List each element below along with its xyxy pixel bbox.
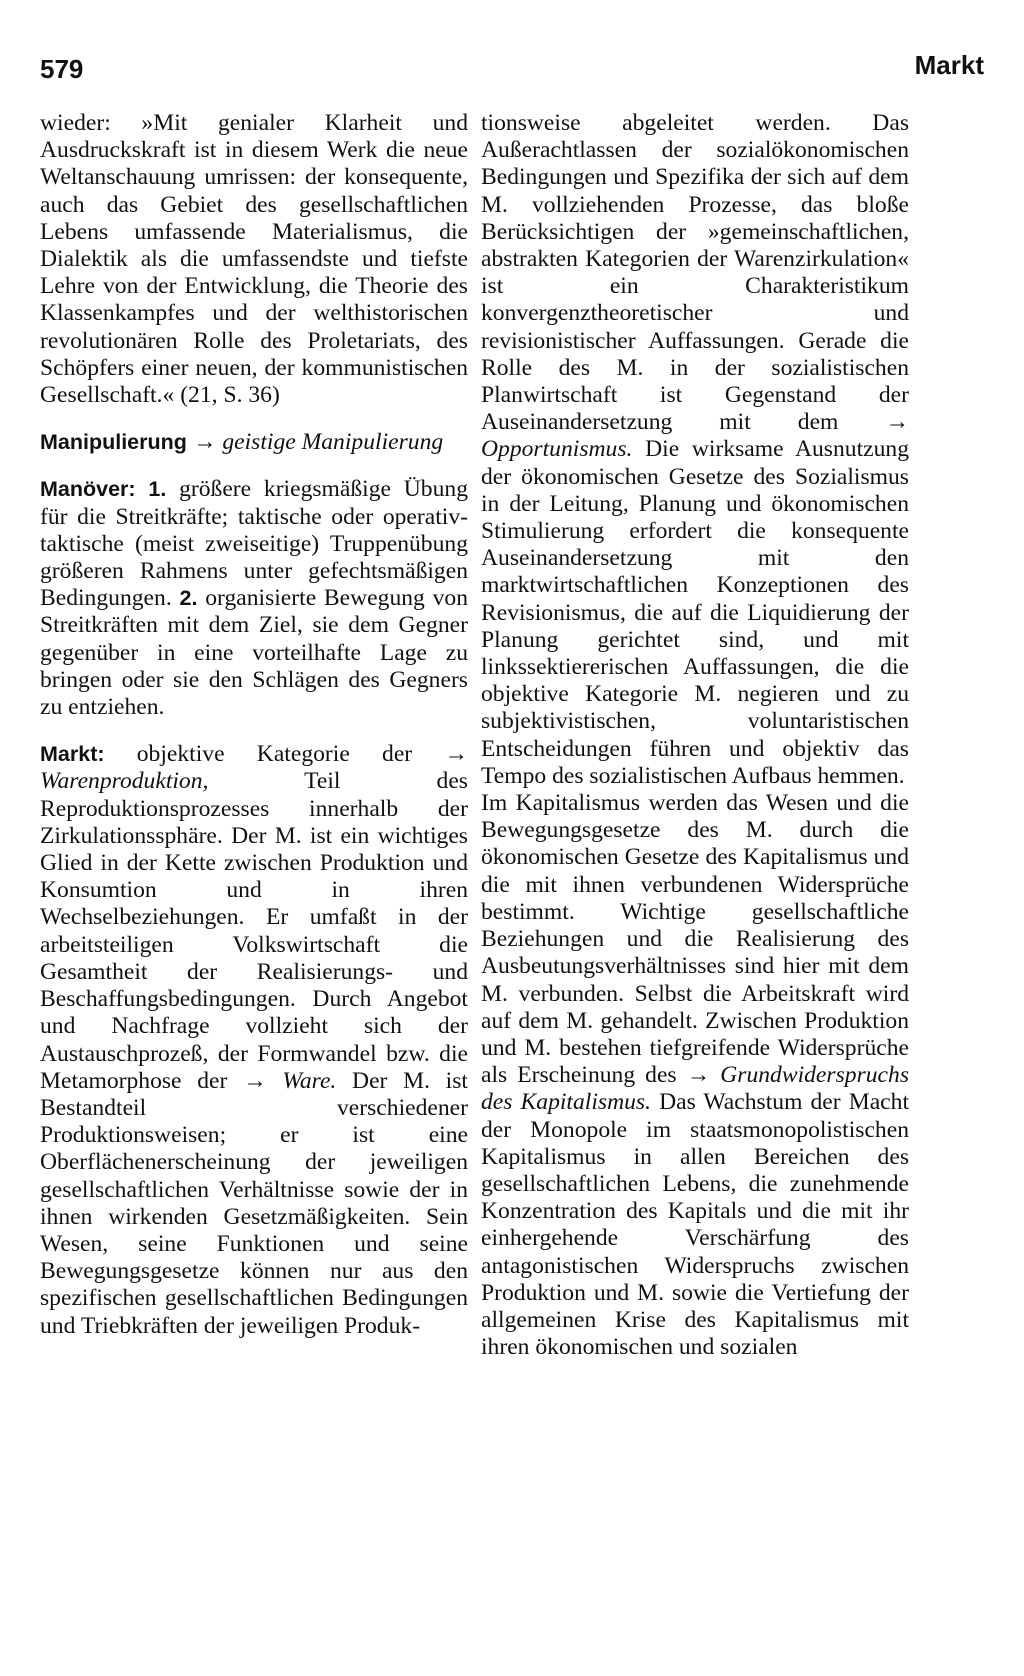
entry-text: Teil des Reproduktionsprozesses innerhalb der Zirkulationssphäre. Der M. ist ein wichtiges Glied in der Kette zwischen Produktion und Konsumtion und in ihren Wechselbeziehungen. Er umfaßt in der arbeitsteiligen Volkswirtschaft die Gesamtheit der Realisierungs- und Beschaffungsbedingungen. Durch Angebot und Nachfrage vollzieht sich der Austauschprozeß, der Formwandel bzw. die Metamorphose der bbox=[40, 768, 468, 1094]
left-column bbox=[40, 110, 468, 1340]
entry-term: Markt: bbox=[40, 742, 105, 767]
entry-markt bbox=[40, 741, 468, 1339]
entry-text: Die wirksame Ausnutzung der ökonomischen Gesetze des Sozialismus in der Leitung, Planung und ökonomischen Stimulierung erfordert die konsequente Auseinandersetzung mit den marktwirtschaftlichen Konzeptionen des Revisionismus, die auf die Liquidierung der Planung gerichtet sind, und mit linkssektiererischen Auffassungen, die die objektive Kategorie M. negieren und zu subjektivistischen, voluntaristischen Entscheidungen führen und objektiv das Tempo des sozialistischen Aufbaus hemmen. bbox=[481, 436, 909, 789]
page-header bbox=[40, 50, 984, 94]
entry-manipulierung bbox=[40, 429, 468, 456]
cross-reference: Opportunismus. bbox=[481, 436, 633, 463]
paragraph-continuation: wieder: »Mit genialer Klarheit und Ausdruckskraft ist in diesem Werk die neue Weltanschauung umrissen: der konsequente, auch das Gebiet des gesellschaftlichen Lebens umfassende Materialismus, die Dialektik als die umfassendste und tiefste Lehre von der Entwicklung, die Theorie des Klassenkampfes und der welthistorischen revolutionären Rolle des Proletariats, des Schöpfers einer neuen, der kommunistischen Gesellschaft.« (21, S. 36) bbox=[40, 110, 468, 409]
arrow-icon: → bbox=[243, 1067, 267, 1094]
entry-term: Manöver: bbox=[40, 477, 136, 502]
paragraph-markt-continued bbox=[481, 110, 909, 790]
cross-reference: geistige Manipulierung bbox=[222, 429, 444, 456]
entry-term: Manipulierung bbox=[40, 430, 187, 455]
entry-text: Das Wachstum der Macht der Monopole im staatsmonopolistischen Kapitalismus in allen Bereichen des gesellschaftlichen Lebens, die zunehmende Konzentration des Kapitals und die mit ihr einhergehende Verschärfung des antagonistischen Widerspruchs zwischen Produktion und M. sowie die Vertiefung der allgemeinen Krise des Kapitalismus mit ihren ökonomischen und sozialen bbox=[481, 1089, 909, 1361]
arrow-icon: → bbox=[686, 1062, 711, 1089]
entry-text: größere kriegsmäßige Übung für die Streitkräfte; taktische oder operativ-taktische (meist zweiseitige) Truppenübung größeren Rahmens unter gefechtsmäßigen Bedingungen. bbox=[40, 476, 468, 612]
paragraph-kapitalismus bbox=[481, 790, 909, 1361]
sense-number: 2. bbox=[179, 586, 198, 611]
right-column bbox=[481, 110, 909, 1361]
entry-text: organisierte Bewegung von Streitkräften mit dem Ziel, sie dem Gegner gegenüber in eine vorteilhafte Lage zu bringen oder sie den Schlägen des Gegners zu entziehen. bbox=[40, 585, 468, 721]
sense-number: 1. bbox=[148, 477, 167, 502]
cross-reference: Grundwiderspruchs des Kapitalismus. bbox=[481, 1062, 909, 1116]
entry-text: tionsweise abgeleitet werden. Das Außerachtlassen der sozialökonomischen Bedingungen und Spezifika der sich auf dem M. vollziehenden Prozesse, das bloße Berücksichtigen der »gemeinschaftlichen, abstrakten Kategorien der Warenzirkulation« ist ein Charakteristikum konvergenztheoretischer und revisionistischer Auffassungen. Gerade die Rolle des M. in der sozialistischen Planwirtschaft ist Gegenstand der Auseinandersetzung mit dem bbox=[481, 110, 909, 436]
entry-text: Der M. ist Bestandteil verschiedener Produktionsweisen; er ist eine Oberflächenerscheinung der jeweiligen gesellschaftlichen Verhältnisse sowie der in ihnen wirkenden Gesetzmäßigkeiten. Sein Wesen, seine Funktionen und seine Bewegungsgesetze können nur aus den spezifischen gesellschaftlichen Bedingungen und Triebkräften der jeweiligen Produk- bbox=[40, 1067, 468, 1339]
entry-text: Im Kapitalismus werden das Wesen und die Bewegungsgesetze des M. durch die ökonomischen Gesetze des Kapitalismus und die mit ihnen verbundenen Widersprüche bestimmt. Wichtige gesellschaftliche Beziehungen und die Realisierung des Ausbeutungsverhältnisses sind hier mit dem M. verbunden. Selbst die Arbeitskraft wird auf dem M. gehandelt. Zwischen Produktion und M. bestehen tiefgreifende Widersprüche als Erscheinung des bbox=[481, 790, 909, 1089]
cross-reference: Ware. bbox=[282, 1067, 337, 1094]
entry-manoever bbox=[40, 476, 468, 721]
entry-text: objektive Kategorie der bbox=[136, 741, 413, 768]
cross-reference: Warenproduktion, bbox=[40, 768, 209, 795]
running-head: Markt bbox=[914, 50, 984, 80]
page-number: 579 bbox=[40, 54, 84, 84]
arrow-icon: → bbox=[192, 429, 217, 456]
arrow-icon: → bbox=[444, 741, 468, 768]
arrow-icon: → bbox=[885, 409, 910, 436]
